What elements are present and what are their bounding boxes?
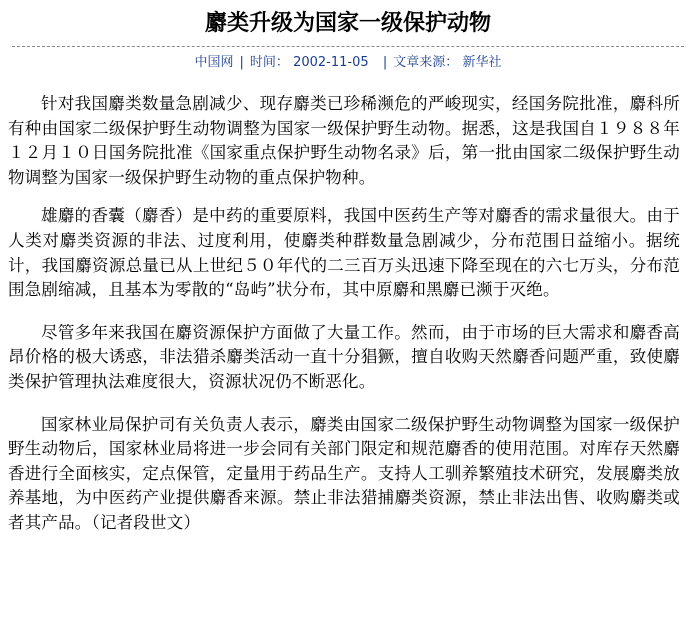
paragraph: 尽管多年来我国在麝资源保护方面做了大量工作。然而，由于市场的巨大需求和麝香高昂价格的极大诱惑，非法猎杀麝类活动一直十分猖獗，擅自收购天然麝香问题严重，致使麝类保护管理执法难度很大，资源状况仍不断恶化。 <box>8 322 680 391</box>
article-body <box>8 92 680 536</box>
source-site: 中国网 <box>194 55 234 70</box>
publish-date: 2002-11-05 <box>293 55 369 70</box>
article-source: 新华社 <box>462 55 502 70</box>
meta-separator: | <box>239 55 244 70</box>
article-title: 麝类升级为国家一级保护动物 <box>204 10 491 36</box>
time-label: 时间： <box>249 55 289 70</box>
paragraph: 国家林业局保护司有关负责人表示，麝类由国家二级保护野生动物调整为国家一级保护野生动物后，国家林业局将进一步会同有关部门限定和规范麝香的使用范围。对库存天然麝香进行全面核实，定点保管，定量用于药品生产。支持人工驯养繁殖技术研究，发展麝类放养基地，为中医药产业提供麝香来源。禁止非法猎捕麝类资源，禁止非法出售、收购麝类或者其产品。（记者段世文） <box>8 414 680 532</box>
source-label: 文章来源： <box>393 55 459 70</box>
paragraph: 针对我国麝类数量急剧减少、现存麝类已珍稀濒危的严峻现实，经国务院批准，麝科所有种由国家二级保护野生动物调整为国家一级保护野生动物。据悉，这是我国自１９８８年１２月１０日国务院批准《国家重点保护野生动物名录》后，第一批由国家二级保护野生动物调整为国家一级保护野生动物的重点保护物种。 <box>8 94 680 187</box>
paragraph: 雄麝的香囊（麝香）是中药的重要原料，我国中医药生产等对麝香的需求量很大。由于人类对麝类资源的非法、过度利用，使麝类种群数量急剧减少，分布范围日益缩小。据统计，我国麝资源总量已从上世纪５０年代的二三百万头迅速下降至现在的六七万头，分布范围急剧缩减，且基本为零散的“岛屿”状分布，其中原麝和黑麝已濒于灭绝。 <box>8 206 680 300</box>
article-meta <box>0 53 696 73</box>
title-divider <box>12 46 684 47</box>
meta-separator: | <box>382 55 388 70</box>
